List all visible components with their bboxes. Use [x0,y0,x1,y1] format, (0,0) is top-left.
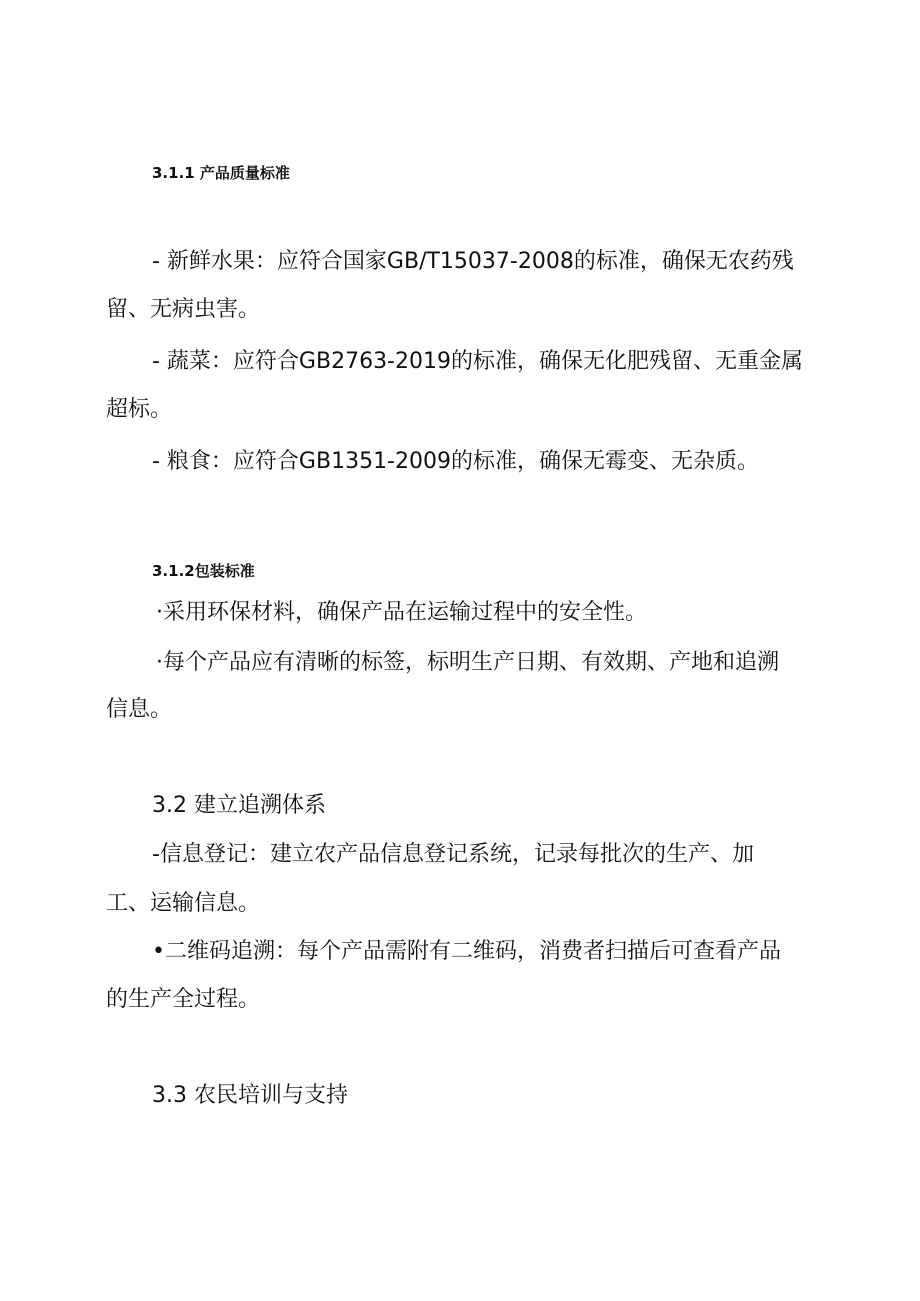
section-heading-3-3: 3.3 农民培训与支持 [152,1083,348,1108]
section-heading-3-2: 3.2 建立追溯体系 [152,793,326,818]
list-item-label-line1: ·每个产品应有清晰的标签，标明生产日期、有效期、产地和追溯 [156,650,779,675]
list-item-qrcode-line1: •二维码追溯：每个产品需附有二维码，消费者扫描后可查看产品 [152,939,781,964]
list-item-eco-material: ·采用环保材料，确保产品在运输过程中的安全性。 [156,600,647,625]
list-item-vegetable-line1: - 蔬菜：应符合GB2763-2019的标准，确保无化肥残留、无重金属 [152,349,803,374]
list-item-grain: - 粮食：应符合GB1351-2009的标准，确保无霉变、无杂质。 [152,449,759,474]
list-item-qrcode-line2: 的生产全过程。 [106,987,261,1012]
list-item-registration-line1: -信息登记：建立农产品信息登记系统，记录每批次的生产、加 [152,842,754,867]
list-item-label-line2: 信息。 [106,697,173,722]
section-heading-3-1-1: 3.1.1 产品质量标准 [152,164,290,182]
list-item-vegetable-line2: 超标。 [106,397,173,422]
section-heading-3-1-2: 3.1.2包装标准 [152,562,255,580]
list-item-fruit-line2: 留、无病虫害。 [106,297,261,322]
list-item-registration-line2: 工、运输信息。 [106,891,261,916]
list-item-fruit-line1: - 新鲜水果：应符合国家GB/T15037-2008的标准，确保无农药残 [152,249,794,274]
